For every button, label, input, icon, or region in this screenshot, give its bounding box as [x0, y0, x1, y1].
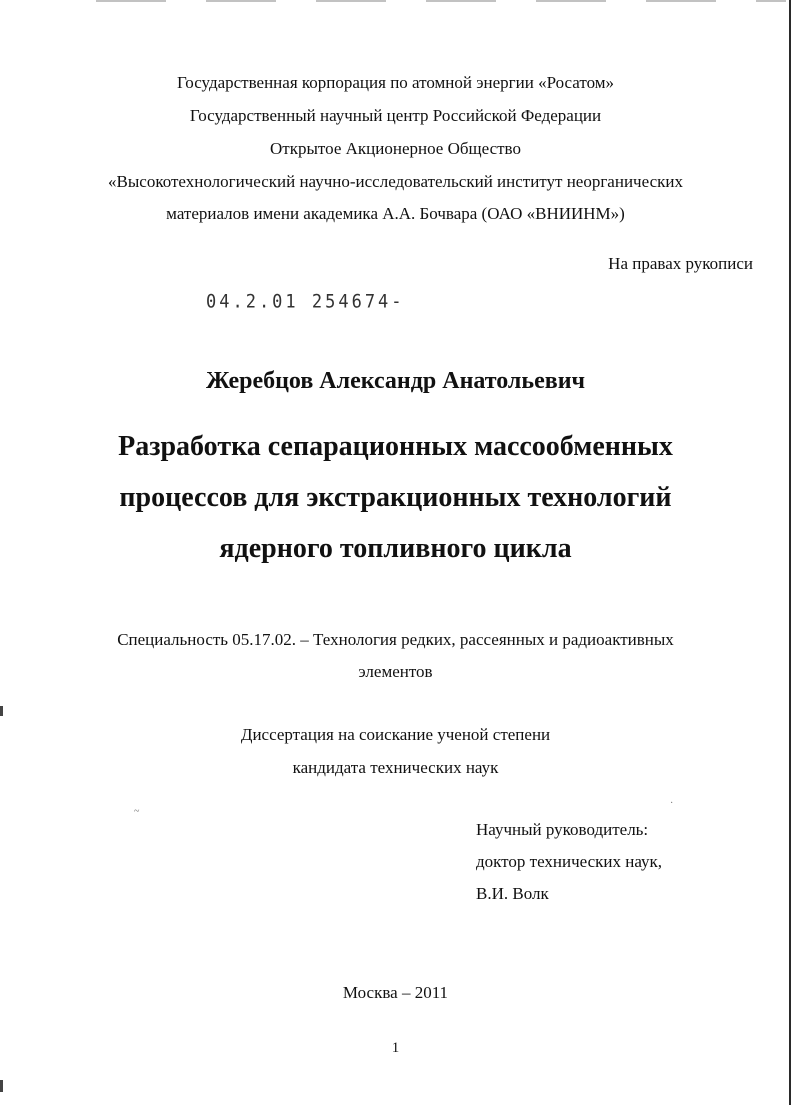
- city-year: Москва – 2011: [342, 983, 449, 1002]
- header-line-4: «Высокотехнологический научно-исследовательский институт неорганических: [108, 172, 683, 191]
- header-line-2: Государственный научный центр Российской Федерации: [189, 106, 602, 125]
- supervisor-name: В.И. Волк: [476, 884, 549, 903]
- scan-speck: ~: [134, 806, 140, 817]
- manuscript-note: На правах рукописи: [608, 254, 753, 273]
- header-line-3: Открытое Акционерное Общество: [270, 139, 521, 158]
- supervisor-degree: доктор технических наук,: [476, 852, 663, 871]
- author-name: Жеребцов Александр Анатольевич: [205, 368, 586, 394]
- dissertation-line-2: кандидата технических наук: [292, 758, 499, 777]
- supervisor-label: Научный руководитель:: [476, 820, 649, 839]
- specialty-line-2: элементов: [358, 662, 433, 681]
- scan-artifact-left-mark: [0, 706, 3, 716]
- thesis-title-line-3: ядерного топливного цикла: [219, 533, 572, 564]
- header-line-1: Государственная корпорация по атомной энергии «Росатом»: [176, 73, 615, 92]
- page-number: 1: [391, 1040, 400, 1056]
- specialty-line-1: Специальность 05.17.02. – Технология редких, рассеянных и радиоактивных: [117, 630, 674, 649]
- registration-stamp: 04.2.01 254674-: [206, 291, 405, 313]
- header-line-5: материалов имени академика А.А. Бочвара (ОАО «ВНИИНМ»): [166, 204, 625, 223]
- scan-artifact-left-mark: [0, 1080, 3, 1092]
- thesis-title-line-1: Разработка сепарационных массообменных: [118, 431, 673, 462]
- thesis-title-line-2: процессов для экстракционных технологий: [119, 482, 672, 513]
- scan-artifact-top: [96, 0, 786, 2]
- dissertation-line-1: Диссертация на соискание ученой степени: [240, 725, 551, 744]
- scan-speck: ·: [670, 798, 674, 809]
